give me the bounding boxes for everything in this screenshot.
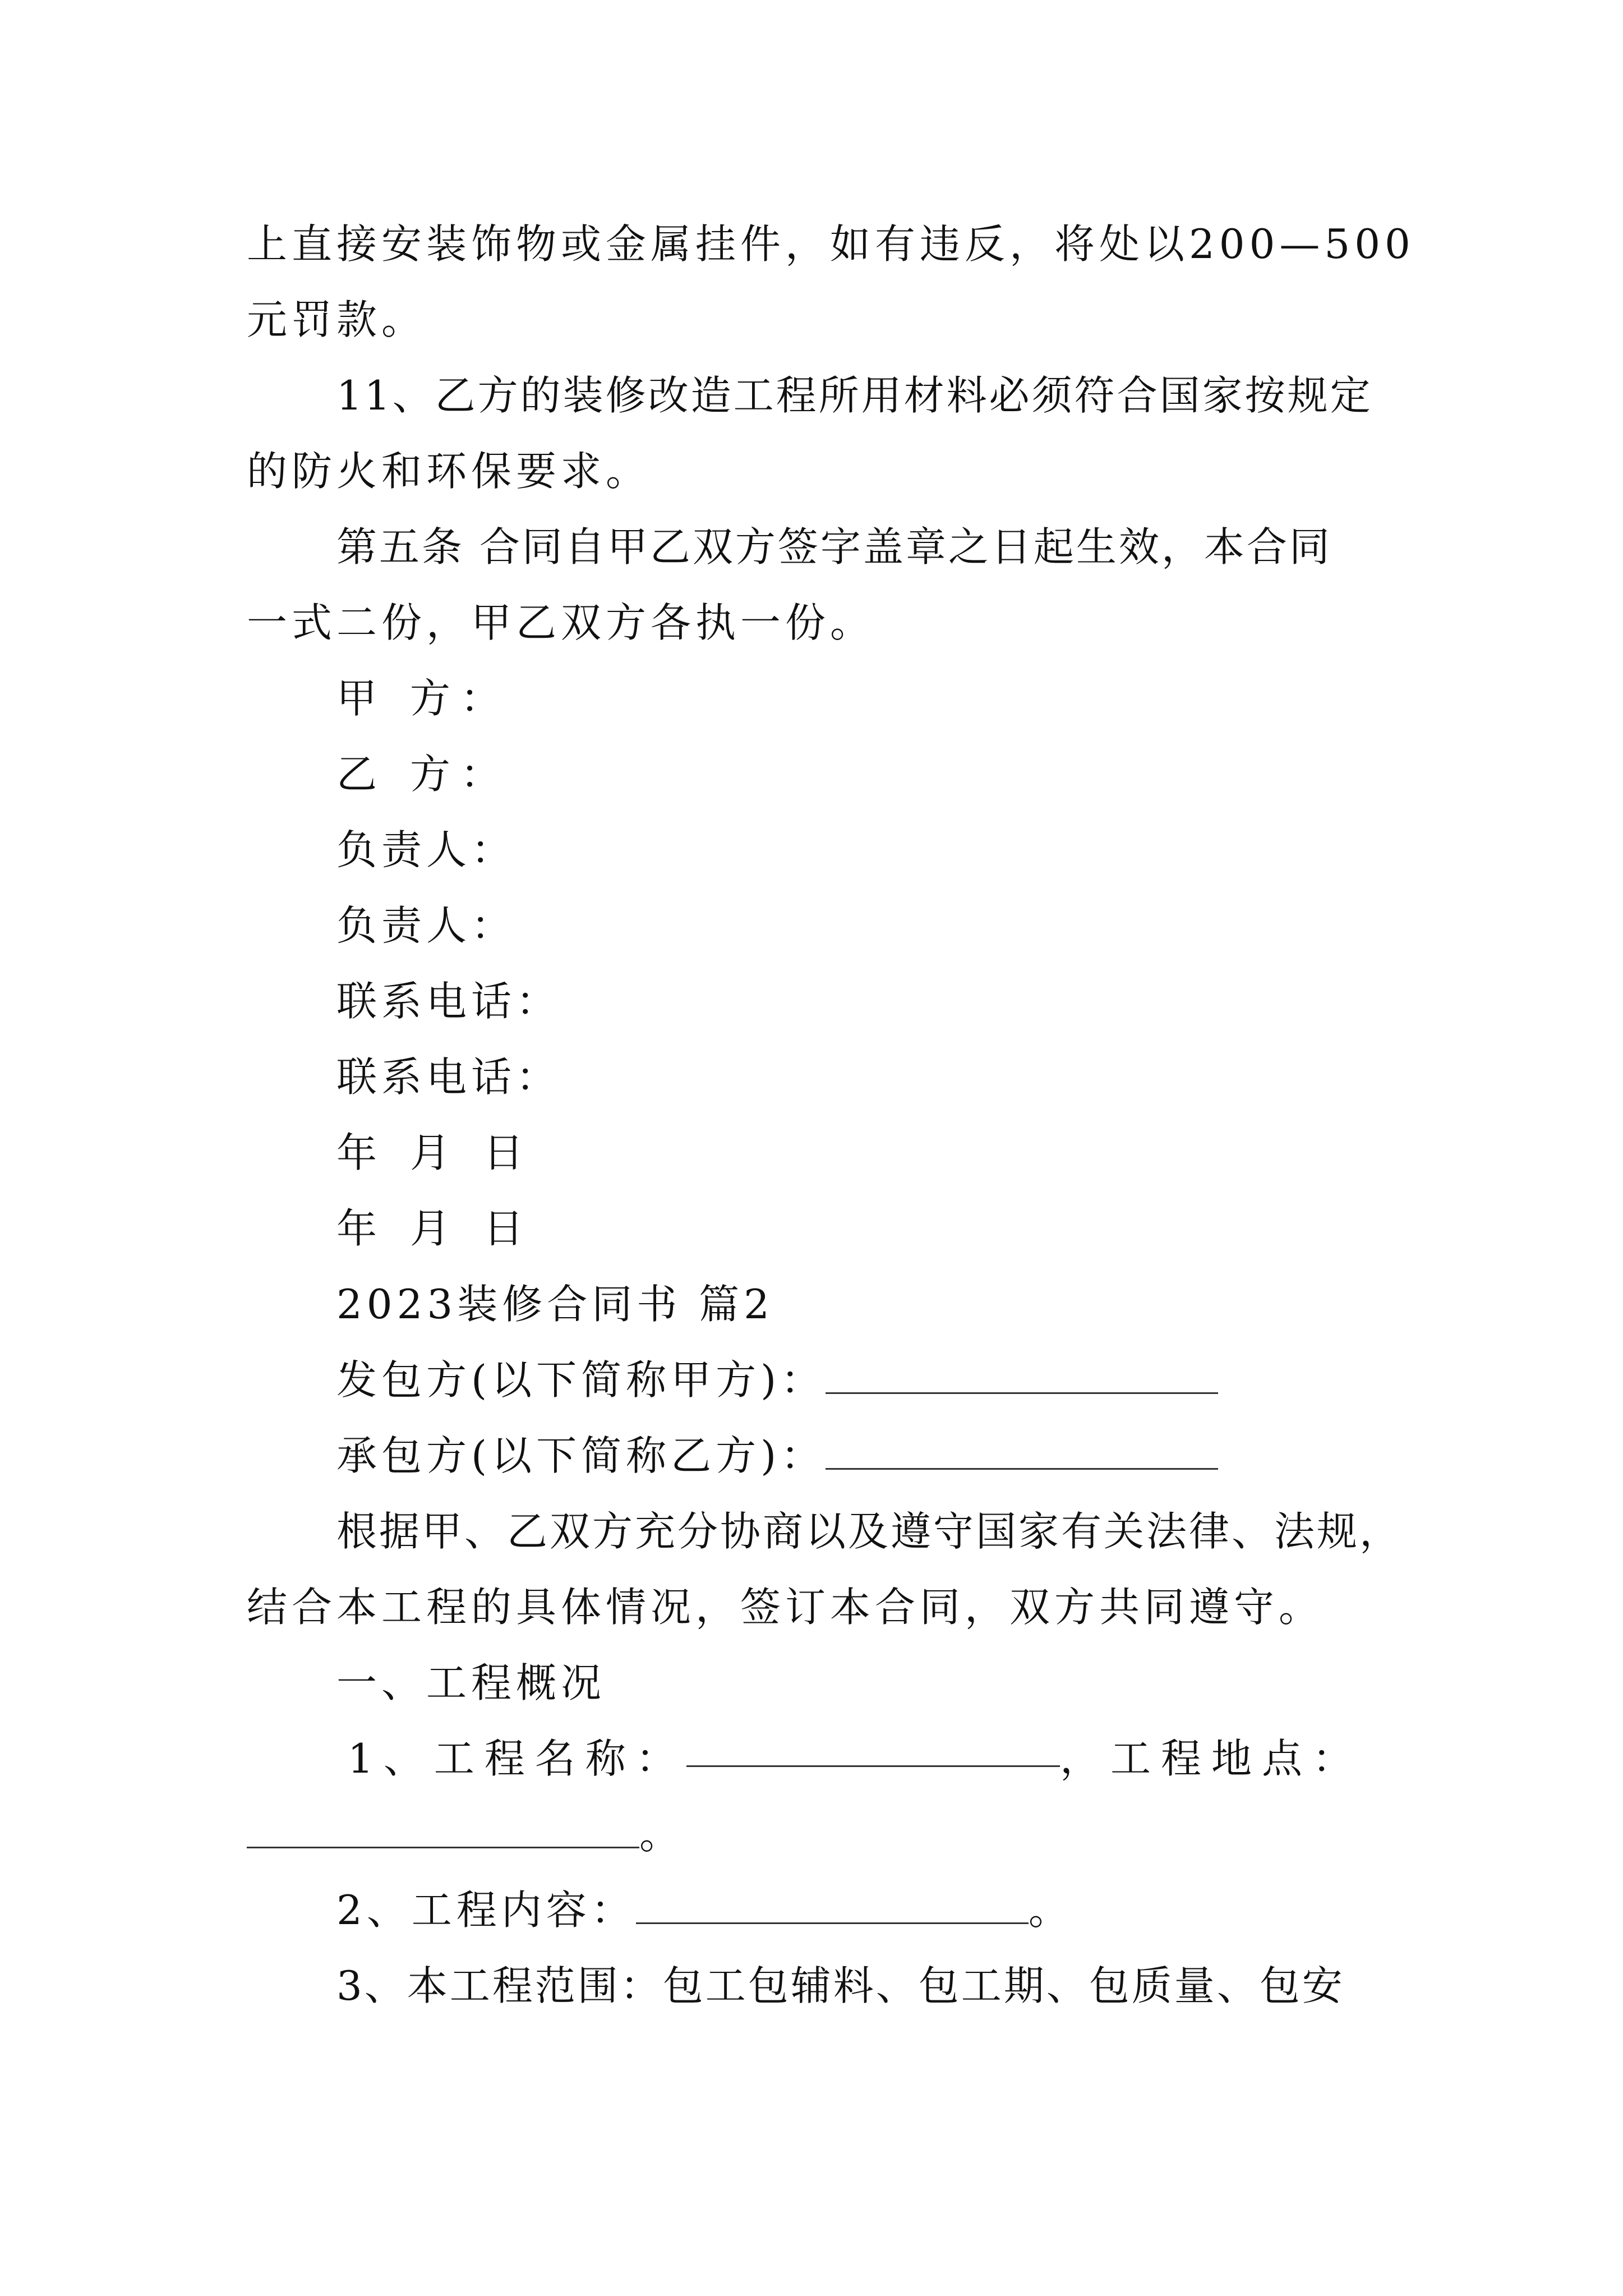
paragraph-line: 11、乙方的装修改造工程所用材料必须符合国家按规定 bbox=[336, 372, 1373, 419]
employer-line bbox=[336, 1352, 1218, 1408]
date-label: 年 月 日 bbox=[336, 1129, 534, 1176]
paragraph-line: 的防火和环保要求。 bbox=[247, 448, 651, 495]
responsible-person-label: 负责人： bbox=[336, 826, 517, 873]
employer-label: 发包方(以下简称甲方)： bbox=[336, 1356, 826, 1404]
article-five-line: 第五条 合同自甲乙双方签字盖章之日起生效，本合同 bbox=[336, 523, 1332, 570]
project-name-blank bbox=[686, 1731, 1060, 1767]
project-location-blank bbox=[247, 1812, 639, 1848]
period: 。 bbox=[1028, 1887, 1073, 1934]
phone-label: 联系电话： bbox=[336, 978, 561, 1025]
subsection-heading: 一、工程概况 bbox=[336, 1659, 606, 1706]
project-content-line bbox=[336, 1882, 1073, 1938]
date-label: 年 月 日 bbox=[336, 1205, 534, 1252]
party-a-label: 甲 方： bbox=[336, 675, 511, 722]
phone-label: 联系电话： bbox=[336, 1053, 561, 1101]
project-location-label: ，工程地点： bbox=[1059, 1735, 1363, 1782]
paragraph-line: 元罚款。 bbox=[247, 296, 427, 343]
employer-blank bbox=[826, 1358, 1218, 1394]
project-name-label: 1、工程名称： bbox=[348, 1735, 686, 1782]
paragraph-line: 一式二份，甲乙双方各执一份。 bbox=[247, 599, 875, 646]
responsible-person-label: 负责人： bbox=[336, 902, 517, 949]
section-title: 2023装修合同书 篇2 bbox=[336, 1281, 774, 1328]
project-content-blank bbox=[636, 1888, 1029, 1924]
contractor-line bbox=[336, 1428, 1218, 1484]
project-name-line bbox=[348, 1731, 1363, 1787]
party-b-label: 乙 方： bbox=[336, 751, 511, 798]
contractor-label: 承包方(以下简称乙方)： bbox=[336, 1432, 826, 1479]
paragraph-line: 上直接安装饰物或金属挂件，如有违反，将处以200—500 bbox=[247, 220, 1415, 268]
paragraph-line: 结合本工程的具体情况，签订本合同，双方共同遵守。 bbox=[247, 1584, 1324, 1631]
contractor-blank bbox=[826, 1433, 1218, 1470]
period: 。 bbox=[639, 1811, 685, 1858]
paragraph-line: 根据甲、乙双方充分协商以及遵守国家有关法律、法规， bbox=[336, 1508, 1403, 1555]
paragraph-line: 3、本工程范围：包工包辅料、包工期、包质量、包安 bbox=[336, 1962, 1345, 2009]
project-location-line bbox=[247, 1806, 684, 1862]
project-content-label: 2、工程内容： bbox=[336, 1887, 636, 1934]
